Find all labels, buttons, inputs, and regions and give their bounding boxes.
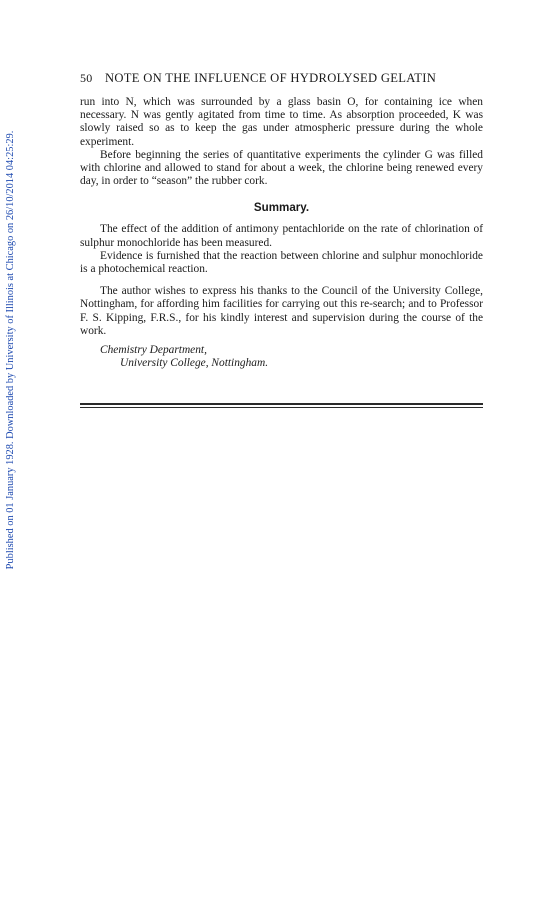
download-watermark-text: Published on 01 January 1928. Downloaded by University of Illinois at Chicago on 26/10/2014 04:25:29. [5, 130, 16, 570]
running-title: NOTE ON THE INFLUENCE OF HYDROLYSED GELATIN [105, 71, 437, 85]
paragraph-spacer [80, 276, 483, 285]
rule-line-thick [80, 403, 483, 405]
body-paragraph-apparatus: run into N, which was surrounded by a glass basin O, for containing ice when necessary. N was gently agitated from time to time. As absorption proceeded, K was slowly raised so as to keep the gas under atmospheric pressure during the whole experiment. [80, 96, 483, 148]
affiliation-department: Chemistry Department, [100, 344, 207, 357]
summary-paragraph-evidence: Evidence is furnished that the reaction between chlorine and sulphur monochloride is a photochemical reaction. [80, 249, 483, 276]
download-watermark [2, 120, 20, 580]
article-page [80, 71, 483, 370]
summary-paragraph-effect: The effect of the addition of antimony pentachloride on the rate of chlorination of sulphur monochloride has been measured. [80, 223, 483, 249]
summary-heading: Summary. [253, 201, 310, 215]
page-number: 50 [80, 71, 93, 85]
affiliation-institution: University College, Nottingham. [120, 357, 269, 370]
end-of-article-rule [80, 403, 483, 408]
acknowledgement-paragraph: The author wishes to express his thanks to the Council of the University College, Nottingham, for affording him facilities for carrying out this re-search; and to Professor F. S. Kipping, F.R.S., for his kindly interest and supervision during the course of the work. [80, 285, 483, 337]
body-paragraph-season: Before beginning the series of quantitative experiments the cylinder G was filled with chlorine and allowed to stand for about a week, the chlorine being renewed every day, in order to “season” the rubber cork. [80, 148, 483, 188]
affiliation [80, 344, 483, 370]
rule-line-thin [80, 407, 483, 408]
running-header [80, 71, 483, 86]
